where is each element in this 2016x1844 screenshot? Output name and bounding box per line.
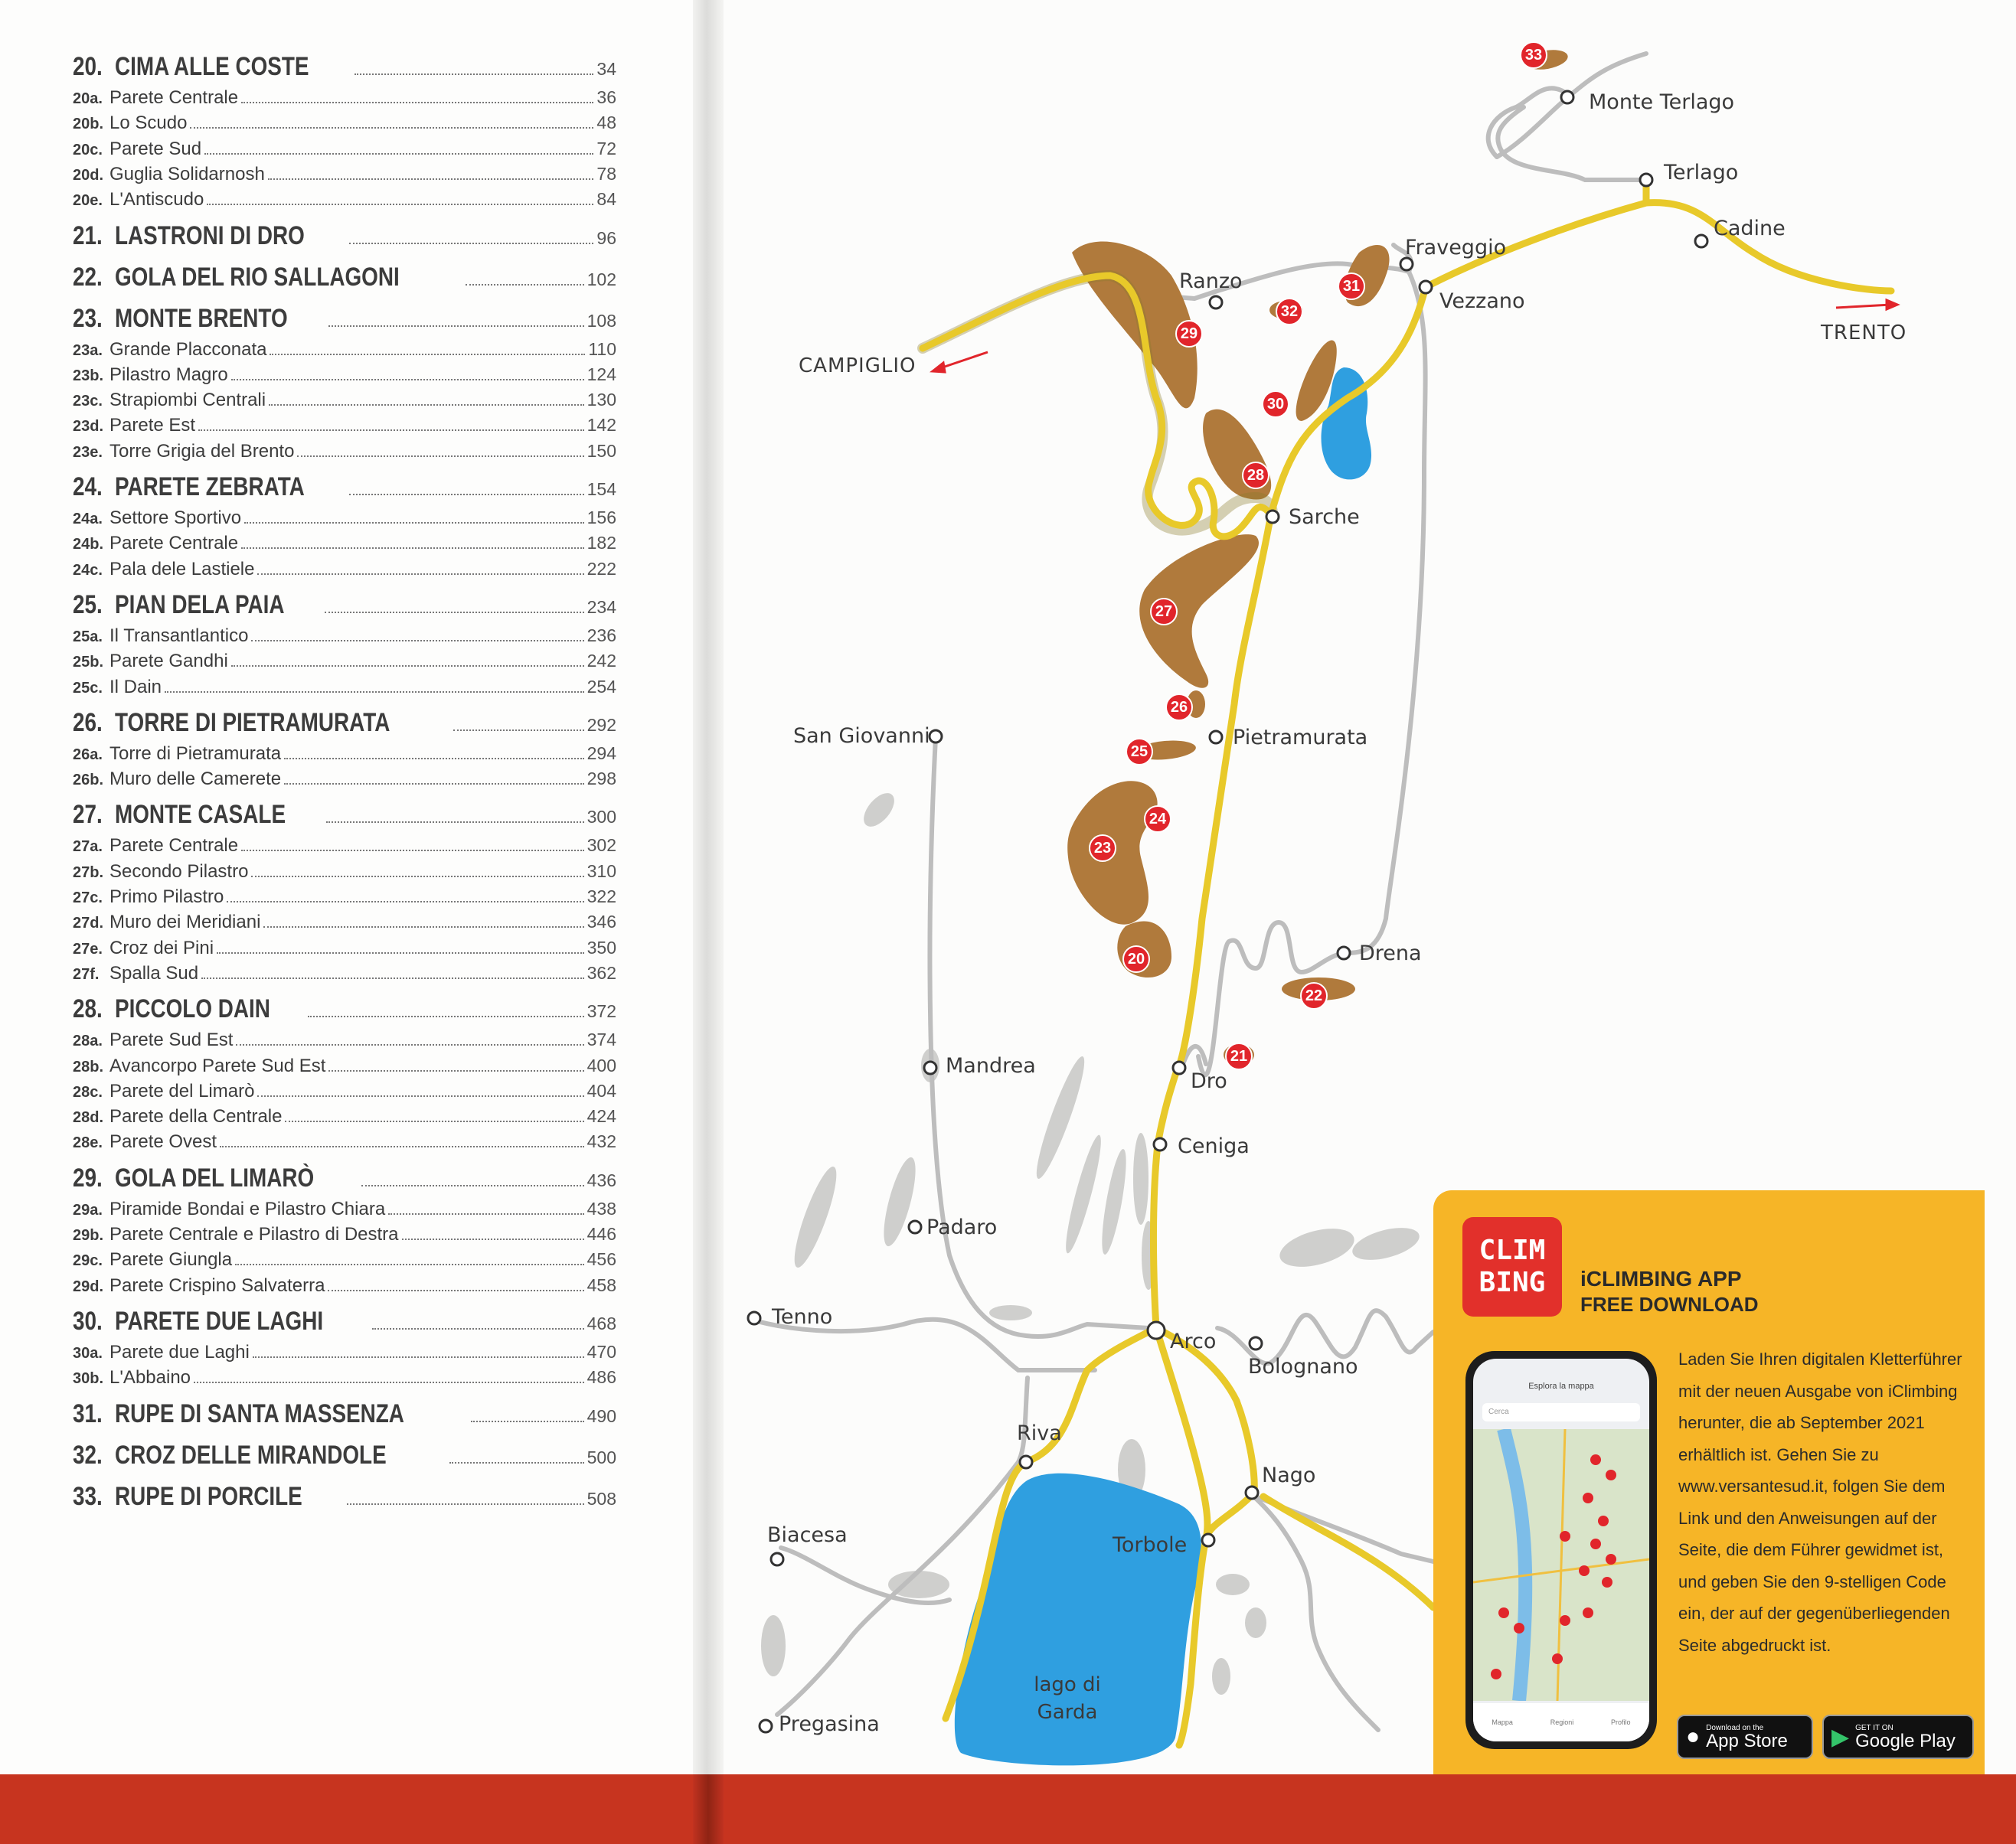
toc-page-number: 234 <box>587 596 616 617</box>
toc-number: 23e. <box>73 443 103 461</box>
toc-title: PIAN DELA PAIA <box>115 589 285 619</box>
toc-page-number: 108 <box>587 310 616 331</box>
toc-title: Parete Centrale e Pilastro di Destra <box>109 1224 399 1245</box>
toc-number: 28c. <box>73 1083 103 1101</box>
phone-map-graphic <box>1473 1429 1649 1701</box>
toc-title: LASTRONI DI DRO <box>115 220 306 250</box>
toc-number: 23c. <box>73 393 103 410</box>
toc-number: 20b. <box>73 116 104 133</box>
place-ceniga: Ceniga <box>1178 1134 1250 1158</box>
toc-number: 20e. <box>73 192 103 210</box>
toc-title: GOLA DEL LIMARÒ <box>115 1163 315 1193</box>
phone-map <box>1473 1429 1649 1701</box>
toc-number: 25c. <box>73 679 103 697</box>
toc-number: 22. <box>73 262 103 292</box>
toc-page-number: 322 <box>587 886 616 906</box>
toc-title: Lo Scudo <box>109 113 188 134</box>
toc-title: GOLA DEL RIO SALLAGONI <box>115 262 400 292</box>
toc-number: 26b. <box>73 772 104 789</box>
crag-areas <box>1067 47 1569 1066</box>
phone-search: Cerca <box>1482 1403 1640 1421</box>
toc-title: Settore Sportivo <box>109 508 242 528</box>
toc-title: Muro dei Meridiani <box>109 912 261 933</box>
toc-page-number: 236 <box>587 625 616 645</box>
toc-title: CIMA ALLE COSTE <box>115 52 309 81</box>
crag-marker-31[interactable]: 31 <box>1338 273 1365 300</box>
place-padaro: Padaro <box>926 1216 998 1239</box>
toc-number: 25a. <box>73 628 103 645</box>
toc-page-number: 468 <box>587 1313 616 1333</box>
place-biacesa: Biacesa <box>767 1523 848 1547</box>
toc-page-number: 490 <box>587 1405 616 1426</box>
toc-page-number: 34 <box>596 59 616 79</box>
toc-page-number: 150 <box>587 440 616 461</box>
app-subtitle: FREE DOWNLOAD <box>1580 1293 1759 1316</box>
place-trento: TRENTO <box>1821 321 1907 344</box>
crag-marker-33[interactable]: 33 <box>1520 41 1547 69</box>
place-lago-di-garda: lago di Garda <box>1034 1673 1101 1724</box>
toc-page-number: 436 <box>587 1170 616 1190</box>
place-torbole: Torbole <box>1113 1533 1188 1557</box>
toc-number: 33. <box>73 1481 103 1511</box>
toc-number: 29a. <box>73 1201 103 1219</box>
toc-number: 23. <box>73 303 103 333</box>
google-play-button[interactable] <box>1822 1715 1974 1759</box>
toc-number: 28b. <box>73 1058 104 1075</box>
toc-page-number: 254 <box>587 676 616 697</box>
toc-title: Il Transantlantico <box>109 625 249 646</box>
toc-number: 20d. <box>73 166 104 184</box>
google-large-label: Google Play <box>1855 1730 1956 1751</box>
toc-title: Avancorpo Parete Sud Est <box>109 1055 326 1076</box>
crag-marker-30[interactable]: 30 <box>1262 390 1289 418</box>
phone-tabbar <box>1473 1703 1649 1741</box>
toc-title: Parete Centrale <box>109 533 239 554</box>
place-nago: Nago <box>1262 1464 1316 1487</box>
place-ranzo: Ranzo <box>1179 269 1243 293</box>
toc-number: 29c. <box>73 1252 103 1270</box>
toc-page-number: 102 <box>587 269 616 289</box>
play-icon: ▶ <box>1831 1724 1850 1750</box>
toc-title: Torre Grigia del Brento <box>109 440 295 462</box>
toc-number: 27c. <box>73 889 103 906</box>
toc-page-number: 294 <box>587 742 616 763</box>
band-gutter-shade <box>693 1774 724 1844</box>
toc-page-number: 72 <box>596 138 616 158</box>
crag-marker-32[interactable]: 32 <box>1276 298 1303 325</box>
toc-page-number: 446 <box>587 1224 616 1244</box>
place-fraveggio: Fraveggio <box>1405 236 1507 259</box>
toc-page-number: 300 <box>587 807 616 827</box>
apple-icon: ● <box>1686 1724 1701 1749</box>
place-drena: Drena <box>1359 942 1422 965</box>
crag-marker-20[interactable]: 20 <box>1122 945 1150 973</box>
crag-marker-28[interactable]: 28 <box>1242 462 1269 489</box>
toc-number: 24c. <box>73 561 103 579</box>
toc-number: 20a. <box>73 90 103 107</box>
toc-title: Secondo Pilastro <box>109 860 249 882</box>
toc-number: 27b. <box>73 863 104 881</box>
appstore-small-label: Download on the <box>1706 1723 1764 1732</box>
toc-number: 29. <box>73 1163 103 1193</box>
toc-page-number: 310 <box>587 860 616 881</box>
place-san-giovanni: San Giovanni <box>793 724 930 748</box>
app-description: Laden Sie Ihren digitalen Kletterführer mit der neuen Ausgabe von iClimbing herunter, die ab September 2021 erhältlich ist. Gehen Sie zu www.versantesud.it, folgen Sie dem Link und den Anweisungen auf der Seite, die dem Führer gewidmet ist, und geben Sie den 9-stelligen Code ein, der auf der gegenüberliegenden Seite abgedruckt ist. <box>1678 1350 1962 1655</box>
toc-title: Croz dei Pini <box>109 937 214 958</box>
toc-title: Parete Sud <box>109 138 202 159</box>
toc-page-number: 470 <box>587 1341 616 1362</box>
toc-page-number: 362 <box>587 962 616 983</box>
crag-marker-25[interactable]: 25 <box>1126 738 1153 765</box>
toc-title: L'Abbaino <box>109 1367 191 1389</box>
toc-number: 27d. <box>73 915 104 932</box>
toc-title: Pilastro Magro <box>109 364 228 385</box>
place-pietramurata: Pietramurata <box>1233 726 1368 749</box>
place-monte-terlago: Monte Terlago <box>1589 90 1735 114</box>
toc-page-number: 292 <box>587 714 616 735</box>
appstore-large-label: App Store <box>1706 1730 1788 1751</box>
place-cadine: Cadine <box>1714 217 1786 240</box>
toc-page-number: 182 <box>587 533 616 553</box>
toc-page-number: 302 <box>587 835 616 856</box>
toc-number: 28. <box>73 994 103 1024</box>
crag-marker-22[interactable]: 22 <box>1300 982 1328 1010</box>
toc-page-number: 400 <box>587 1055 616 1075</box>
toc-page-number: 78 <box>596 163 616 184</box>
app-title: iCLIMBING APP <box>1580 1267 1742 1291</box>
toc-number: 30. <box>73 1306 103 1336</box>
toc-page-number: 222 <box>587 558 616 579</box>
toc-title: Muro delle Camerete <box>109 769 282 790</box>
toc-page-number: 110 <box>588 338 616 359</box>
toc-title: Spalla Sud <box>109 962 199 984</box>
bottom-red-band <box>0 1774 2016 1844</box>
toc-title: Parete Centrale <box>109 87 239 108</box>
toc-title: Il Dain <box>109 676 162 697</box>
toc-number: 29d. <box>73 1278 104 1295</box>
toc-number: 23a. <box>73 341 103 359</box>
app-promo-panel <box>1433 1190 1985 1787</box>
toc-page-number: 242 <box>587 651 616 671</box>
toc-title: Parete Ovest <box>109 1131 217 1153</box>
toc-page-number: 424 <box>587 1106 616 1127</box>
toc-title: RUPE DI PORCILE <box>115 1481 303 1511</box>
toc-title: Primo Pilastro <box>109 886 224 907</box>
toc-title: Parete Centrale <box>109 835 239 857</box>
place-terlago: Terlago <box>1664 161 1739 184</box>
toc-page-number: 142 <box>587 415 616 436</box>
toc-number: 25b. <box>73 654 104 671</box>
crag-marker-29[interactable]: 29 <box>1175 320 1203 348</box>
toc-title: Torre di Pietramurata <box>109 742 282 764</box>
iclimbing-logo <box>1462 1217 1562 1317</box>
toc-number: 28d. <box>73 1109 104 1127</box>
toc-number: 27a. <box>73 838 103 856</box>
phone-mockup <box>1465 1351 1657 1749</box>
toc-page-number: 48 <box>596 113 616 133</box>
toc-page-number: 130 <box>587 390 616 410</box>
crag-marker-23[interactable]: 23 <box>1089 834 1116 862</box>
toc-number: 28a. <box>73 1033 103 1050</box>
logo-line-2: BING <box>1479 1267 1546 1298</box>
logo-line-1: CLIM <box>1479 1235 1546 1266</box>
toc-number: 26. <box>73 707 103 737</box>
toc-page-number: 156 <box>587 508 616 527</box>
place-campiglio: CAMPIGLIO <box>799 354 917 377</box>
toc-number: 23d. <box>73 418 104 436</box>
toc-number: 20c. <box>73 141 103 158</box>
main-roads <box>923 276 1273 530</box>
toc-title: Parete Sud Est <box>109 1030 234 1051</box>
toc-page-number: 438 <box>587 1198 616 1219</box>
toc-title: Parete della Centrale <box>109 1106 283 1128</box>
toc-number: 27. <box>73 800 103 830</box>
phone-tab-regioni: Regioni <box>1550 1718 1574 1726</box>
toc-number: 21. <box>73 220 103 250</box>
toc-number: 32. <box>73 1440 103 1470</box>
toc-page-number: 404 <box>587 1080 616 1101</box>
place-bolognano: Bolognano <box>1248 1355 1358 1379</box>
place-mandrea: Mandrea <box>946 1054 1036 1078</box>
toc-number: 30a. <box>73 1344 103 1362</box>
toc-number: 24b. <box>73 536 104 553</box>
toc-page-number: 456 <box>587 1249 616 1270</box>
phone-header: Esplora la mappa <box>1528 1382 1594 1391</box>
toc-title: Parete Gandhi <box>109 651 228 672</box>
place-pregasina: Pregasina <box>779 1712 880 1736</box>
crag-marker-27[interactable]: 27 <box>1150 598 1178 625</box>
place-vezzano: Vezzano <box>1439 289 1525 313</box>
place-riva: Riva <box>1017 1421 1062 1445</box>
toc-number: 20. <box>73 52 103 81</box>
toc-page-number: 96 <box>596 227 616 248</box>
toc-title: Parete Crispino Salvaterra <box>109 1274 325 1296</box>
toc-title: Pala dele Lastiele <box>109 558 255 579</box>
toc-page-number: 36 <box>596 87 616 107</box>
toc-title: MONTE BRENTO <box>115 303 288 333</box>
place-arco: Arco <box>1170 1330 1217 1353</box>
toc-page-number: 298 <box>587 769 616 789</box>
toc-title: PARETE ZEBRATA <box>115 472 306 501</box>
phone-tab-mappa: Mappa <box>1492 1718 1513 1726</box>
toc-page-number: 374 <box>587 1030 616 1050</box>
toc-number: 26a. <box>73 746 103 763</box>
crag-marker-26[interactable]: 26 <box>1165 694 1193 721</box>
toc-number: 29b. <box>73 1227 104 1244</box>
toc-page-number: 508 <box>587 1488 616 1509</box>
toc-number: 27f. <box>73 965 100 983</box>
toc-page-number: 154 <box>587 479 616 499</box>
toc-title: PICCOLO DAIN <box>115 994 271 1024</box>
place-sarche: Sarche <box>1289 505 1360 529</box>
place-dro: Dro <box>1191 1069 1227 1093</box>
toc-title: Piramide Bondai e Pilastro Chiara <box>109 1198 386 1219</box>
toc-number: 27e. <box>73 940 103 958</box>
toc-page-number: 432 <box>587 1131 616 1152</box>
toc-title: Strapiombi Centrali <box>109 390 266 411</box>
toc-page-number: 124 <box>587 364 616 384</box>
toc-page-number: 350 <box>587 937 616 958</box>
toc-title: Parete del Limarò <box>109 1080 255 1102</box>
crag-marker-21[interactable]: 21 <box>1225 1043 1253 1070</box>
toc-number: 28e. <box>73 1134 103 1152</box>
toc-page-number: 346 <box>587 912 616 932</box>
toc-number: 23b. <box>73 367 104 384</box>
toc-number: 24. <box>73 472 103 501</box>
toc-page-number: 84 <box>596 189 616 210</box>
toc-number: 25. <box>73 589 103 619</box>
toc-page-number: 500 <box>587 1447 616 1467</box>
toc-title: Parete Est <box>109 415 196 436</box>
toc-number: 31. <box>73 1399 103 1428</box>
phone-screen <box>1473 1359 1649 1741</box>
toc-title: L'Antiscudo <box>109 189 204 211</box>
app-store-button[interactable] <box>1677 1715 1813 1759</box>
toc-page-number: 486 <box>587 1367 616 1388</box>
toc-title: RUPE DI SANTA MASSENZA <box>115 1399 405 1428</box>
crag-marker-24[interactable]: 24 <box>1144 805 1171 833</box>
toc-title: Parete due Laghi <box>109 1341 250 1363</box>
toc-title: PARETE DUE LAGHI <box>115 1306 324 1336</box>
phone-tab-profilo: Profilo <box>1611 1718 1631 1726</box>
toc-page-number: 372 <box>587 1001 616 1022</box>
google-small-label: GET IT ON <box>1855 1723 1893 1732</box>
toc-number: 30b. <box>73 1370 104 1388</box>
toc-title: TORRE DI PIETRAMURATA <box>115 707 390 737</box>
toc-title: MONTE CASALE <box>115 800 286 830</box>
toc-number: 24a. <box>73 511 103 527</box>
toc-title: Parete Giungla <box>109 1249 233 1271</box>
place-tenno: Tenno <box>772 1305 833 1329</box>
toc-title: CROZ DELLE MIRANDOLE <box>115 1440 387 1470</box>
toc-title: Grande Placconata <box>109 338 267 360</box>
toc-title: Guglia Solidarnosh <box>109 163 265 184</box>
toc-page-number: 458 <box>587 1274 616 1295</box>
